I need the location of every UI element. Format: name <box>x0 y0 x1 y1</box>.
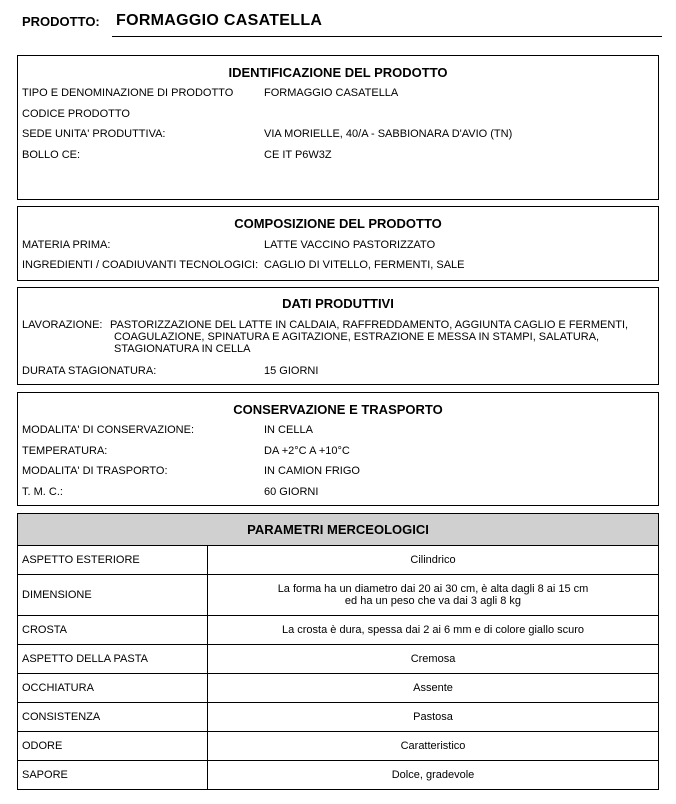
row-label: INGREDIENTI / COADIUVANTI TECNOLOGICI: <box>22 259 259 271</box>
row-label: MATERIA PRIMA: <box>22 239 111 251</box>
param-value: Dolce, gradevole <box>208 761 659 790</box>
processing-line: COAGULAZIONE, SPINATURA E AGITAZIONE, ESTRAZIONE E MESSA IN STAMPI, SALATURA, <box>114 331 600 343</box>
param-value <box>208 575 659 616</box>
info-row <box>22 259 654 273</box>
table-header-row <box>18 514 659 546</box>
row-label: CODICE PRODOTTO <box>22 108 130 120</box>
row-value: FORMAGGIO CASATELLA <box>264 87 399 99</box>
table-row <box>18 546 659 575</box>
processing-line: STAGIONATURA IN CELLA <box>114 343 251 355</box>
info-row <box>22 149 654 163</box>
row-value: CAGLIO DI VITELLO, FERMENTI, SALE <box>264 259 465 271</box>
processing-description <box>110 319 650 355</box>
row-value: VIA MORIELLE, 40/A - SABBIONARA D'AVIO (TN) <box>264 128 513 140</box>
param-label: CONSISTENZA <box>18 703 208 732</box>
row-value: LATTE VACCINO PASTORIZZATO <box>264 239 436 251</box>
product-name: FORMAGGIO CASATELLA <box>116 12 323 29</box>
param-label: SAPORE <box>18 761 208 790</box>
header-underline <box>112 36 662 37</box>
row-value: 15 GIORNI <box>264 365 319 377</box>
info-row <box>22 424 654 438</box>
table-title: PARAMETRI MERCEOLOGICI <box>18 514 659 546</box>
param-value-line: ed ha un peso che va dai 3 agli 8 kg <box>344 595 522 607</box>
row-label: TIPO E DENOMINAZIONE DI PRODOTTO <box>22 87 234 99</box>
row-label: TEMPERATURA: <box>22 445 108 457</box>
production-section <box>17 287 659 385</box>
info-row <box>22 108 654 122</box>
table-row <box>18 616 659 645</box>
row-value: 60 GIORNI <box>264 486 319 498</box>
row-label: MODALITA' DI TRASPORTO: <box>22 465 168 477</box>
table-row <box>18 732 659 761</box>
param-value: Caratteristico <box>208 732 659 761</box>
info-row <box>22 87 654 101</box>
info-row <box>22 465 654 479</box>
identification-section <box>17 55 659 200</box>
param-value: Assente <box>208 674 659 703</box>
table-row <box>18 674 659 703</box>
section-title: IDENTIFICAZIONE DEL PRODOTTO <box>228 65 448 80</box>
param-value: Pastosa <box>208 703 659 732</box>
param-value: La crosta è dura, spessa dai 2 ai 6 mm e di colore giallo scuro <box>208 616 659 645</box>
param-value: Cilindrico <box>208 546 659 575</box>
row-value: CE IT P6W3Z <box>264 149 332 161</box>
param-value-line: La forma ha un diametro dai 20 ai 30 cm, è alta dagli 8 ai 15 cm <box>277 583 589 595</box>
row-value: DA +2°C A +10°C <box>264 445 350 457</box>
composition-section <box>17 206 659 281</box>
processing-line: PASTORIZZAZIONE DEL LATTE IN CALDAIA, RAFFREDDAMENTO, AGGIUNTA CAGLIO E FERMENTI, <box>110 319 629 331</box>
param-label: ASPETTO DELLA PASTA <box>18 645 208 674</box>
info-row <box>22 128 654 142</box>
info-row <box>22 486 654 500</box>
section-title: DATI PRODUTTIVI <box>282 296 394 311</box>
param-label: ASPETTO ESTERIORE <box>18 546 208 575</box>
param-value: Cremosa <box>208 645 659 674</box>
table-row <box>18 645 659 674</box>
table-row <box>18 575 659 616</box>
row-value: IN CAMION FRIGO <box>264 465 360 477</box>
row-label: BOLLO CE: <box>22 149 81 161</box>
info-row <box>22 239 654 253</box>
info-row <box>22 365 654 379</box>
param-label: ODORE <box>18 732 208 761</box>
param-label: CROSTA <box>18 616 208 645</box>
table-row <box>18 761 659 790</box>
info-row <box>22 445 654 459</box>
row-value: IN CELLA <box>264 424 313 436</box>
row-label: SEDE UNITA' PRODUTTIVA: <box>22 128 166 140</box>
parameters-table <box>17 513 659 790</box>
row-label: DURATA STAGIONATURA: <box>22 365 157 377</box>
processing-label: LAVORAZIONE: <box>22 319 103 331</box>
row-label: MODALITA' DI CONSERVAZIONE: <box>22 424 195 436</box>
section-title: COMPOSIZIONE DEL PRODOTTO <box>234 216 442 231</box>
param-label: DIMENSIONE <box>18 575 208 616</box>
product-header <box>22 10 662 40</box>
row-label: T. M. C.: <box>22 486 63 498</box>
param-label: OCCHIATURA <box>18 674 208 703</box>
product-label: PRODOTTO: <box>22 14 100 29</box>
section-title: CONSERVAZIONE E TRASPORTO <box>233 402 443 417</box>
table-row <box>18 703 659 732</box>
storage-section <box>17 392 659 506</box>
